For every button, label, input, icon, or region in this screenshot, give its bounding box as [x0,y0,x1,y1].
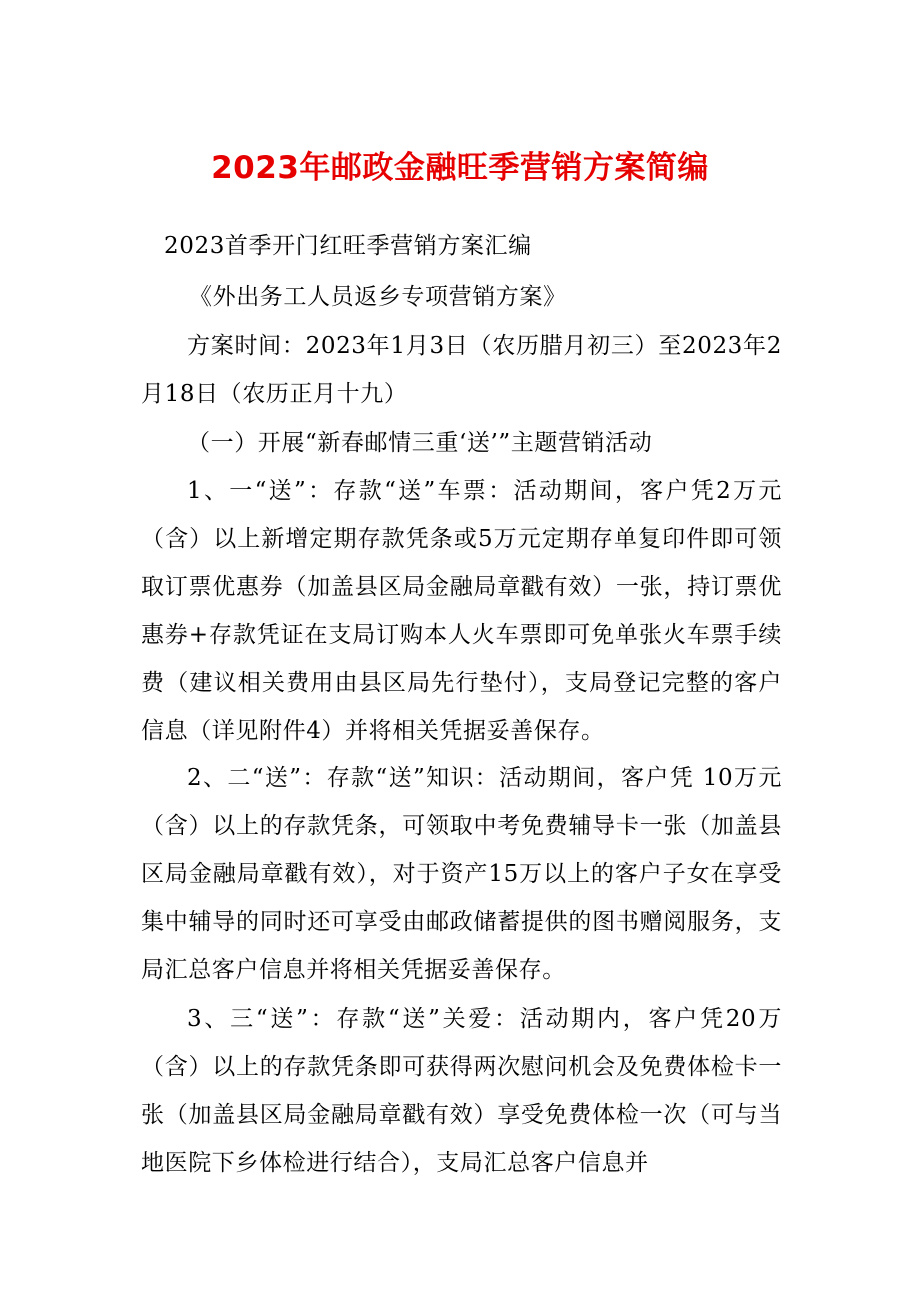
paragraph-item-3: 3、三“送”：存款“送”关爱：活动期内，客户凭20万（含）以上的存款凭条即可获得两次慰问机会及免费体检卡一张（加盖县区局金融局章戳有效）享受免费体检一次（可与当地医院下乡体检进行结合），支局汇总客户信息并 [141,1006,782,1176]
document-title: 2023年邮政金融旺季营销方案简编 [211,150,709,186]
paragraph-plan-name: 《外出务工人员返乡专项营销方案》 [189,284,567,310]
paragraph-item-1: 1、一“送”：存款“送”车票：活动期间，客户凭2万元（含）以上新增定期存款凭条或5万元定期存单复印件即可领取订票优惠券（加盖县区局金融局章戳有效）一张，持订票优惠券+存款凭证在支局订购本人火车票即可免单张火车票手续费（建议相关费用由县区局先行垫付），支局登记完整的客户信息（详见附件4）并将相关凭据妥善保存。 [141,478,782,744]
section-heading-1: （一）开展“新春邮情三重‘送’”主题营销活动 [187,430,653,456]
paragraph-plan-time: 方案时间：2023年1月3日（农历腊月初三）至2023年2月18日（农历正月十九） [141,333,782,407]
paragraph-item-2: 2、二“送”：存款“送”知识：活动期间，客户凭 10万元（含）以上的存款凭条，可领取中考免费辅导卡一张（加盖县区局金融局章戳有效），对于资产15万以上的客户子女在享受集中辅导的同时还可享受由邮政储蓄提供的图书赠阅服务，支局汇总客户信息并将相关凭据妥善保存。 [141,765,782,983]
paragraph-compilation-title: 2023首季开门红旺季营销方案汇编 [164,233,532,259]
